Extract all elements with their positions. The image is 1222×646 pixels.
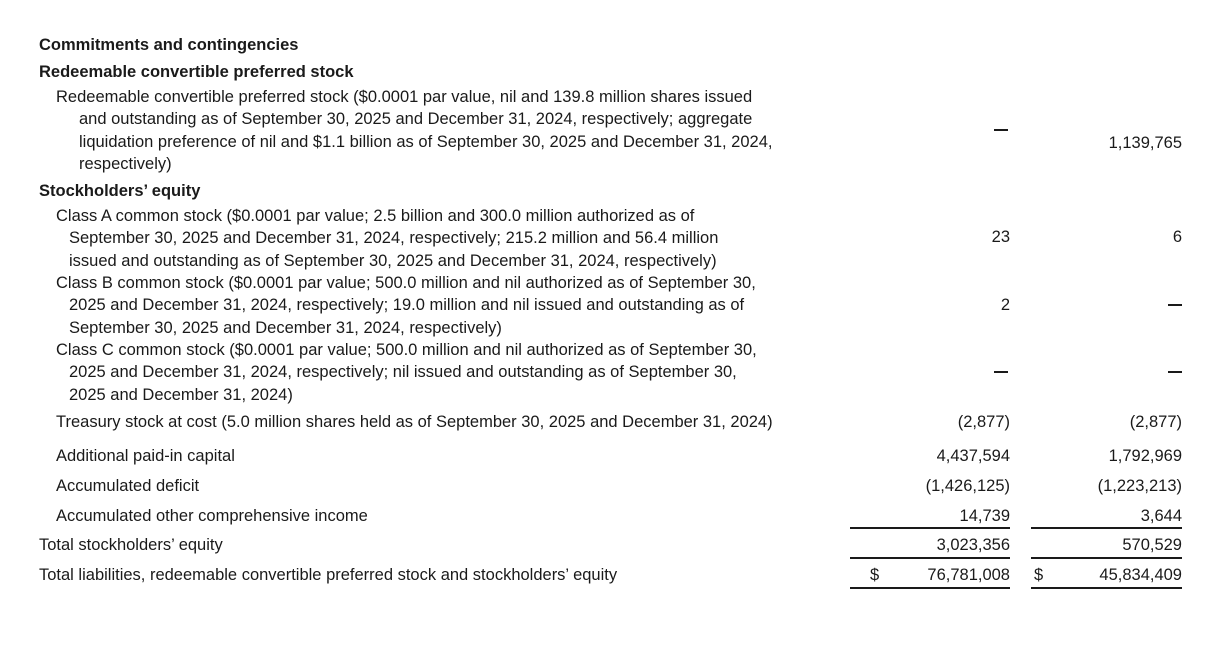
row-class-b-dec-2024-dash [1168,304,1182,306]
row-treasury-label: Treasury stock at cost (5.0 million shares held as of September 30, 2025 and December 31, 2024) [56,413,773,431]
row-aoci-label: Accumulated other comprehensive income [56,507,368,525]
row-apic-label: Additional paid-in capital [56,447,235,465]
row-deficit-sep-2025: (1,426,125) [925,477,1010,495]
row-deficit-dec-2024: (1,223,213) [1097,477,1182,495]
currency-symbol-sep-2025: $ [870,566,880,584]
row-preferred-line: Redeemable convertible preferred stock ($0.0001 par value, nil and 139.8 million shares issued [56,88,753,106]
row-class-c-line: 2025 and December 31, 2024, respectively; nil issued and outstanding as of September 30, [69,363,737,382]
double-rule-sep-2025 [850,587,1010,589]
row-class-a-line: September 30, 2025 and December 31, 2024, respectively; 215.2 million and 56.4 million [69,229,719,248]
row-total-equity-sep-2025: 3,023,356 [936,536,1010,554]
row-class-b-sep-2025: 2 [1000,296,1010,314]
row-preferred-line: liquidation preference of nil and $1.1 billion as of September 30, 2025 and December 31, 2024, [79,132,773,151]
row-total-liabilities-dec-2024: 45,834,409 [1099,566,1182,584]
row-aoci-sep-2025: 14,739 [959,507,1010,525]
row-class-c-sep-2025-dash [994,371,1008,373]
row-aoci-dec-2024: 3,644 [1140,507,1182,525]
row-class-a-dec-2024: 6 [1172,228,1182,246]
row-class-a-label [56,205,846,272]
heading-commitments: Commitments and contingencies [39,36,299,54]
row-class-b-label [56,272,846,339]
row-preferred-sep-2025-dash [994,129,1008,131]
double-rule-dec-2024 [1031,587,1182,589]
row-class-c-label [56,339,846,406]
heading-stockholders-equity: Stockholders’ equity [39,182,201,200]
row-apic-dec-2024: 1,792,969 [1108,447,1182,465]
row-total-equity-dec-2024: 570,529 [1122,536,1182,554]
row-total-liabilities-label: Total liabilities, redeemable convertible preferred stock and stockholders’ equity [39,566,618,584]
heading-redeemable-preferred: Redeemable convertible preferred stock [39,63,354,81]
row-preferred-label [56,86,846,176]
row-treasury-sep-2025: (2,877) [957,413,1010,431]
total-rule-dec-2024 [1031,557,1182,559]
row-deficit-label: Accumulated deficit [56,477,200,495]
row-class-a-sep-2025: 23 [991,228,1010,246]
currency-symbol-dec-2024: $ [1034,566,1044,584]
row-class-a-line: issued and outstanding as of September 30, 2025 and December 31, 2024, respectively) [69,251,717,270]
row-treasury-dec-2024: (2,877) [1129,413,1182,431]
subtotal-rule-dec-2024 [1031,527,1182,529]
row-class-b-line: 2025 and December 31, 2024, respectively; 19.0 million and nil issued and outstanding as of [69,296,745,315]
row-class-b-line: Class B common stock ($0.0001 par value; 500.0 million and nil authorized as of September 30, [56,274,756,292]
row-preferred-dec-2024: 1,139,765 [1108,134,1182,152]
row-class-c-line: 2025 and December 31, 2024) [69,385,293,404]
subtotal-rule-sep-2025 [850,527,1010,529]
row-class-c-line: Class C common stock ($0.0001 par value; 500.0 million and nil authorized as of September 30, [56,341,757,359]
row-total-liabilities-sep-2025: 76,781,008 [927,566,1010,584]
row-apic-sep-2025: 4,437,594 [936,447,1010,465]
row-class-b-line: September 30, 2025 and December 31, 2024, respectively) [69,318,502,337]
row-class-c-dec-2024-dash [1168,371,1182,373]
row-total-equity-label: Total stockholders’ equity [39,536,223,554]
total-rule-sep-2025 [850,557,1010,559]
row-preferred-line: respectively) [79,155,172,174]
row-class-a-line: Class A common stock ($0.0001 par value; 2.5 billion and 300.0 million authorized as of [56,207,695,225]
row-preferred-line: and outstanding as of September 30, 2025 and December 31, 2024, respectively; aggregate [79,110,753,129]
